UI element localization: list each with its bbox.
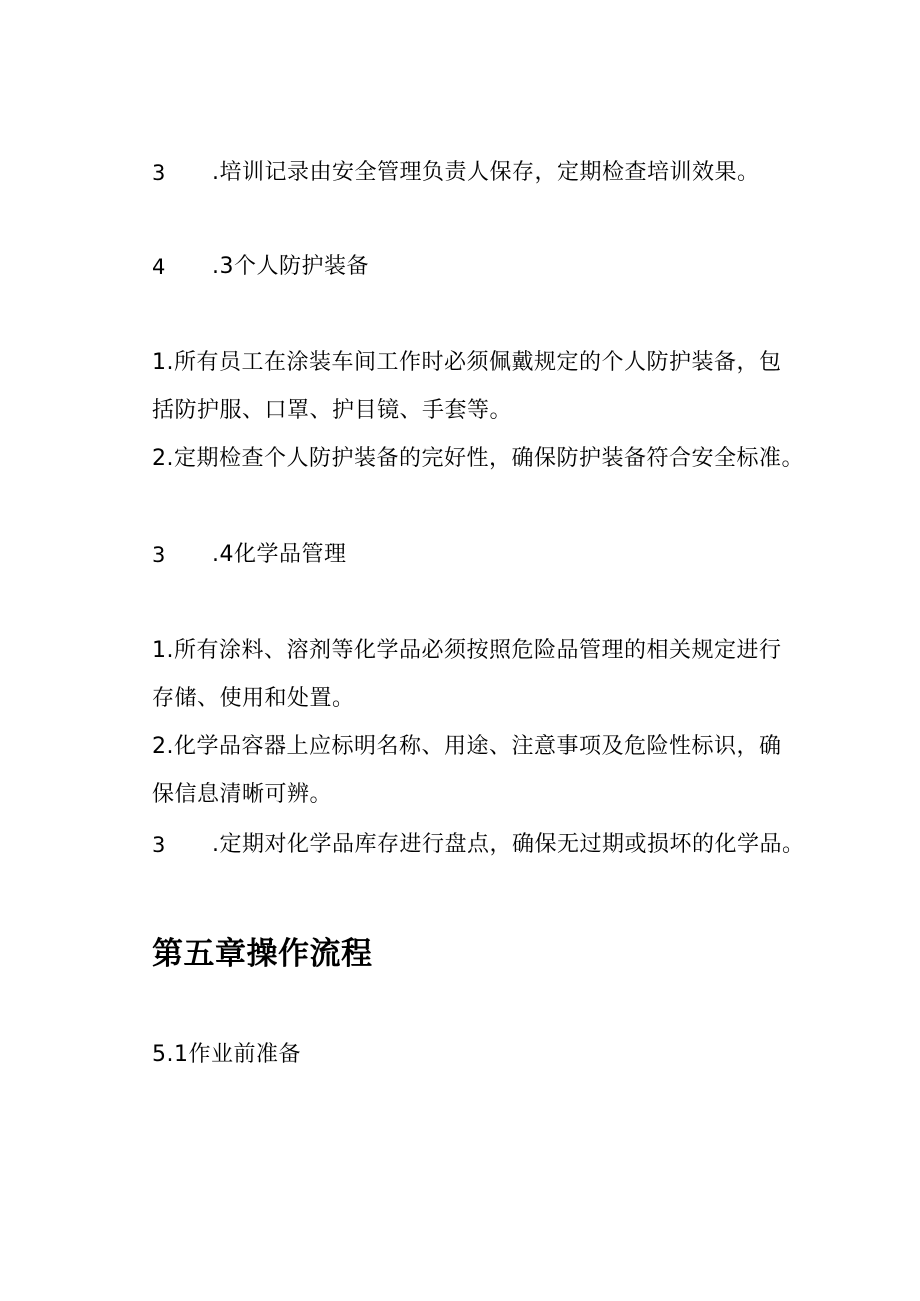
- paragraph-line: 2.化学品容器上应标明名称、用途、注意事项及危险性标识，确: [152, 734, 782, 759]
- item-number: 3: [152, 161, 166, 185]
- paragraph-line: 1.所有涂料、溶剂等化学品必须按照危险品管理的相关规定进行: [152, 638, 782, 663]
- section-heading: .4化学品管理: [212, 542, 347, 567]
- chapter-title: 第五章操作流程: [152, 936, 373, 972]
- item-number: 3: [152, 833, 166, 857]
- paragraph-line: 2.定期检查个人防护装备的完好性，确保防护装备符合安全标准。: [152, 446, 804, 471]
- section-number: 4: [152, 255, 166, 279]
- section-heading: .3个人防护装备: [212, 254, 369, 279]
- paragraph-line: 括防护服、口罩、护目镜、手套等。: [152, 398, 513, 423]
- subsection-heading: 5.1作业前准备: [152, 1042, 301, 1067]
- section-number: 3: [152, 543, 166, 567]
- paragraph-line: .培训记录由安全管理负责人保存，定期检查培训效果。: [212, 160, 760, 185]
- paragraph-line: 1.所有员工在涂装车间工作时必须佩戴规定的个人防护装备，包: [152, 350, 782, 375]
- paragraph-line: .定期对化学品库存进行盘点，确保无过期或损坏的化学品。: [212, 832, 805, 857]
- paragraph-line: 保信息清晰可辨。: [152, 782, 333, 807]
- paragraph-line: 存储、使用和处置。: [152, 686, 355, 711]
